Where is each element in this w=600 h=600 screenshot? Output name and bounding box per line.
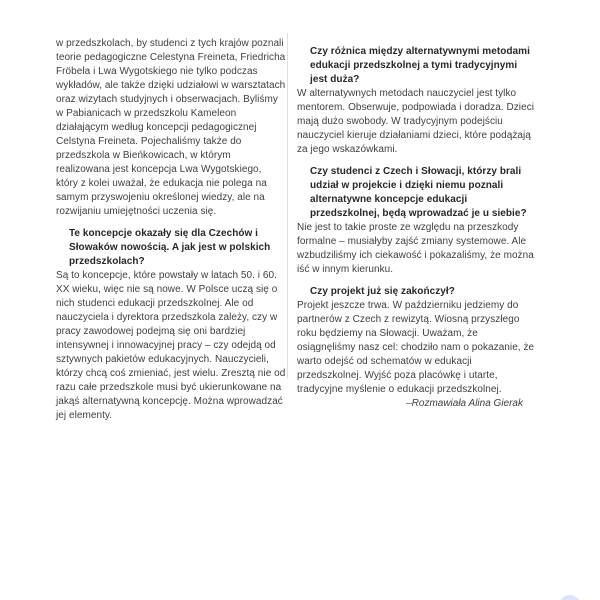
- interview-answer-paragraph: Są to koncepcje, które powstały w latach 50. i 60. XX wieku, więc nie są nowe. W Polsce uczą się o nich studenci edukacji przedszkolnej. Ale od nauczyciela i dyrektora przedszkola zależy, czy w pracy zawodowej podejmą się oni bardziej intensywnej i innowacyjnej pracy – czy odejdą od sztywnych pakietów edukacyjnych. Nauczycieli, którzy chcą coś zmieniać, jest wielu. Zresztą nie od razu całe przedszkole musi być ukierunkowane na jakąś alternatywną koncepcję. Można wprowadzać jej elementy.: [56, 270, 286, 421]
- paragraph-continued-from-previous-page: w przedszkolach, by studenci z tych krajów poznali teorie pedagogiczne Celestyna Freineta, Friedricha Fröbela i Lwa Wygotskiego nie tylko podczas wykładów, ale także dzięki udziałowi w warsztatach oraz wizytach studyjnych i obserwacjach. Byliśmy w Pabianicach w przedszkolu Kameleon działającym według koncepcji pedagogicznej Celstyna Freineta. Pojechaliśmy także do przedszkola w Bieńkowicach, w którym realizowana jest koncepcja Lwa Wygotskiego, który z kolei uważał, że edukacja nie polega na samym przyswojeniu określonej wiedzy, ale na rozwijaniu umiejętności uczenia się.: [56, 38, 286, 217]
- column-divider: [287, 33, 288, 378]
- interview-answer-paragraph: Nie jest to takie proste ze względu na przeszkody formalne – musiałyby zajść zmiany systemowe. Ale wzbudziliśmy ich ciekawość i pokazaliśmy, że można iść w innym kierunku.: [297, 222, 534, 275]
- interview-question-heading: Te koncepcje okazały się dla Czechów i Słowaków nowością. A jak jest w polskich przedszkolach?: [69, 228, 271, 267]
- interview-question-heading: Czy projekt już się zakończył?: [310, 286, 455, 297]
- article-column-left: [56, 37, 286, 423]
- interview-answer-paragraph: Projekt jeszcze trwa. W październiku jedziemy do partnerów z Czech z rewizytą. Wiosną przyszłego roku będziemy na Słowacji. Uważam, że osiągnęliśmy nasz cel: chodziło nam o pokazanie, że warto odejść od schematów w edukacji przedszkolnej. Wyjść poza placówkę i utarte, tradycyjne myślenie o edukacji przedszkolnej.: [297, 300, 535, 395]
- page-corner-decorative-dot: [559, 595, 581, 600]
- interview-answer-paragraph: W alternatywnych metodach nauczyciel jest tylko mentorem. Obserwuje, podpowiada i doradza. Dzieci mają dużo swobody. W tradycyjnym podejściu nauczyciel kieruje działaniami dzieci, które podążają za jego wskazówkami.: [297, 88, 535, 155]
- author-attribution: –Rozmawiała Alina Gierak: [406, 398, 523, 409]
- interview-question-heading: Czy różnica między alternatywnymi metodami edukacji przedszkolnej a tymi tradycyjnymi jest duża?: [310, 46, 530, 85]
- article-column-right: [297, 37, 537, 411]
- interview-question-heading: Czy studenci z Czech i Słowacji, którzy brali udział w projekcie i dzięki niemu poznali alternatywne koncepcje edukacji przedszkolnej, będą wprowadzać je u siebie?: [310, 166, 527, 219]
